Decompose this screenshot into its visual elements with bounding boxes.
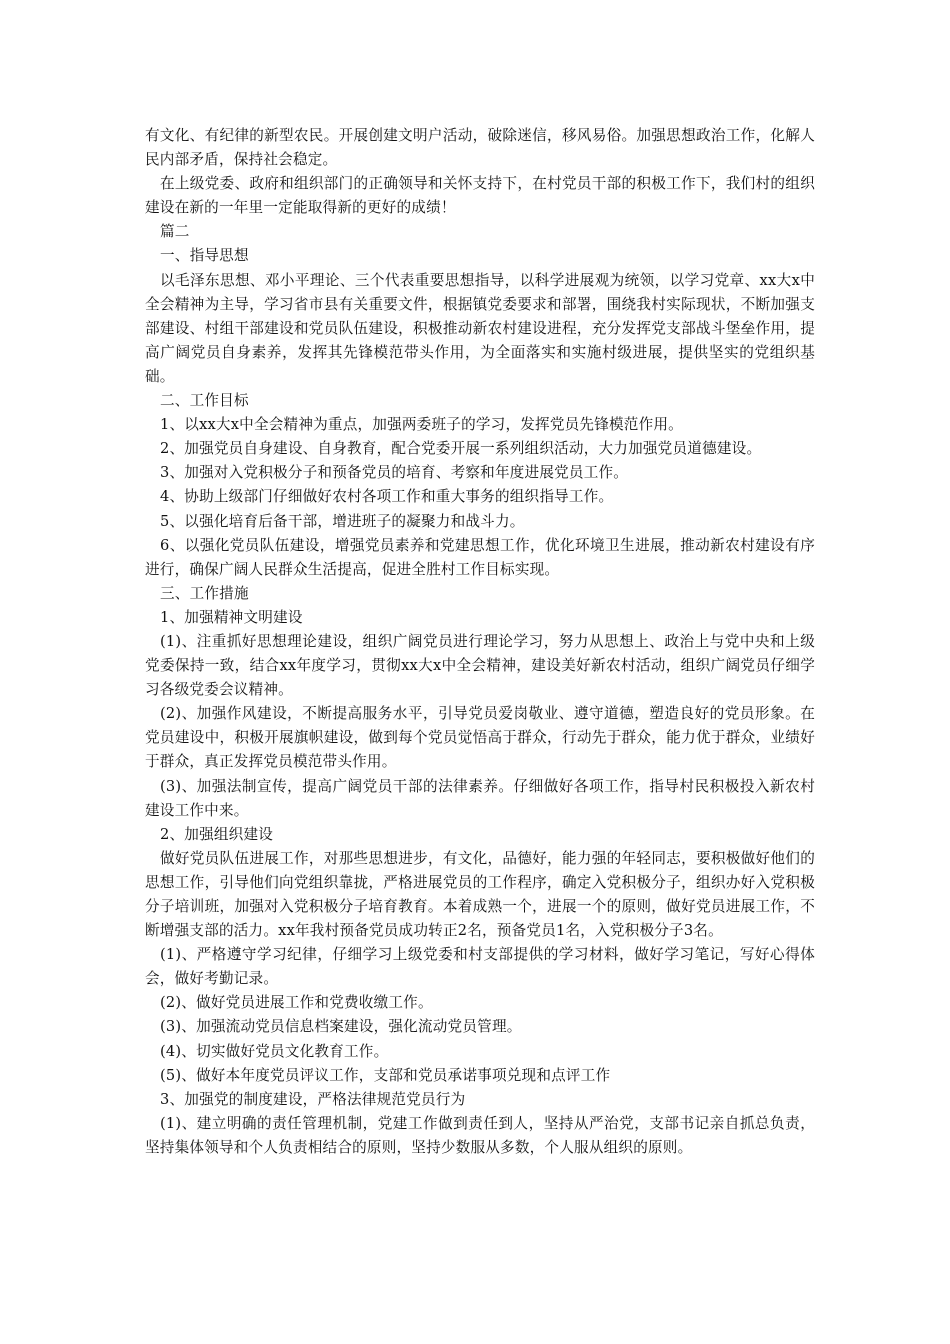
paragraph: 做好党员队伍进展工作，对那些思想进步，有文化，品德好，能力强的年轻同志，要积极做好他们的思想工作，引导他们向党组织靠拢，严格进展党员的工作程序，确定入党积极分子，组织办好入党积极分子培训班，加强对入党积极分子培育教育。本着成熟一个，进展一个的原则，做好党员进展工作，不断增强支部的活力。xx年我村预备党员成功转正2名，预备党员1名，入党积极分子3名。 — [145, 849, 815, 940]
list-item: 6、以强化党员队伍建设，增强党员素养和党建思想工作，优化环境卫生进展，推动新农村建设有序进行，确保广阔人民群众生活提高，促进全胜村工作目标实现。 — [145, 536, 815, 578]
list-item: (2)、做好党员进展工作和党费收缴工作。 — [160, 994, 433, 1012]
heading: 一、指导思想 — [160, 247, 249, 265]
heading: 三、工作措施 — [160, 584, 249, 602]
list-item: 3、加强对入党积极分子和预备党员的培育、考察和年度进展党员工作。 — [160, 464, 629, 482]
list-item: (3)、加强流动党员信息档案建设，强化流动党员管理。 — [160, 1018, 522, 1036]
subheading: 2、加强组织建设 — [160, 825, 274, 843]
list-item: (1)、严格遵守学习纪律，仔细学习上级党委和村支部提供的学习材料，做好学习笔记，写好心得体会，做好考勤记录。 — [145, 946, 815, 988]
heading: 二、工作目标 — [160, 392, 249, 410]
list-item: (1)、建立明确的责任管理机制，党建工作做到责任到人，坚持从严治党，支部书记亲自抓总负责，坚持集体领导和个人负责相结合的原则，坚持少数服从多数，个人服从组织的原则。 — [145, 1114, 815, 1156]
list-item: (3)、加强法制宣传，提高广阔党员干部的法律素养。仔细做好各项工作，指导村民积极投入新农村建设工作中来。 — [145, 777, 815, 819]
list-item: 5、以强化培育后备干部，增进班子的凝聚力和战斗力。 — [160, 512, 525, 530]
list-item: 2、加强党员自身建设、自身教育，配合党委开展一系列组织活动，大力加强党员道德建设。 — [160, 440, 762, 458]
list-item: (4)、切实做好党员文化教育工作。 — [160, 1042, 389, 1060]
section-title: 篇二 — [160, 223, 190, 241]
list-item: (1)、注重抓好思想理论建设，组织广阔党员进行理论学习，努力从思想上、政治上与党中央和上级党委保持一致，结合xx年度学习，贯彻xx大x中全会精神，建设美好新农村活动，组织广阔党员仔细学习各级党委会议精神。 — [145, 632, 815, 699]
list-item: (2)、加强作风建设，不断提高服务水平，引导党员爱岗敬业、遵守道德，塑造良好的党员形象。在党员建设中，积极开展旗帜建设，做到每个党员觉悟高于群众，行动先于群众，能力优于群众，业绩好于群众，真正发挥党员模范带头作用。 — [145, 705, 815, 771]
subheading: 1、加强精神文明建设 — [160, 608, 303, 626]
paragraph: 在上级党委、政府和组织部门的正确领导和关怀支持下，在村党员干部的积极工作下，我们村的组织建设在新的一年里一定能取得新的更好的成绩！ — [145, 175, 815, 217]
paragraph: 以毛泽东思想、邓小平理论、三个代表重要思想指导，以科学进展观为统领，以学习党章、xx大x中全会精神为主导，学习省市县有关重要文件，根据镇党委要求和部署，围绕我村实际现状，不断加强支部建设、村组干部建设和党员队伍建设，积极推动新农村建设进程，充分发挥党支部战斗堡垒作用，提高广阔党员自身素养，发挥其先锋模范带头作用，为全面落实和实施村级进展，提供坚实的党组织基础。 — [145, 271, 815, 385]
document-body — [145, 124, 815, 1160]
list-item: (5)、做好本年度党员评议工作，支部和党员承诺事项兑现和点评工作 — [160, 1066, 611, 1084]
subheading: 3、加强党的制度建设，严格法律规范党员行为 — [160, 1090, 466, 1108]
list-item: 1、以xx大x中全会精神为重点，加强两委班子的学习，发挥党员先锋模范作用。 — [160, 416, 683, 434]
paragraph: 有文化、有纪律的新型农民。开展创建文明户活动，破除迷信，移风易俗。加强思想政治工作，化解人民内部矛盾，保持社会稳定。 — [145, 127, 815, 169]
list-item: 4、协助上级部门仔细做好农村各项工作和重大事务的组织指导工作。 — [160, 488, 614, 506]
